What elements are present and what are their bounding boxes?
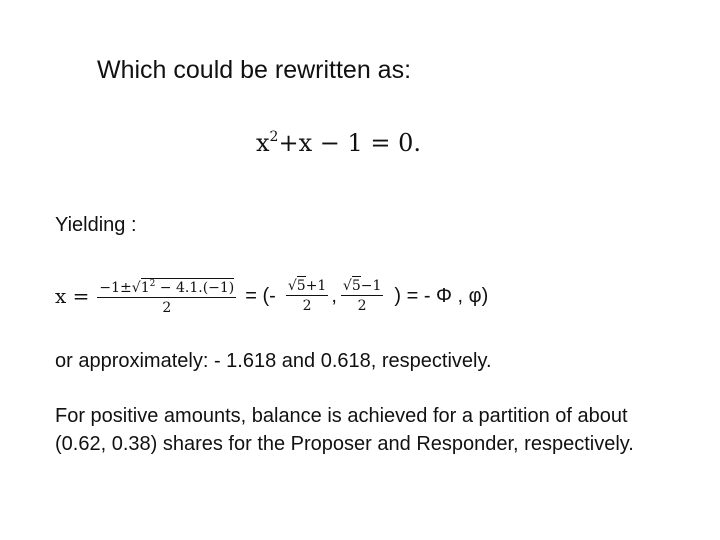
- sqrt-sign-icon: √: [342, 277, 352, 294]
- conclusion-line-1: For positive amounts, balance is achieved for a partition of about: [55, 405, 628, 427]
- formula-equals-open: = (-: [245, 284, 276, 307]
- eq-variable: x: [256, 129, 270, 157]
- fraction-one-numerator: [286, 277, 328, 296]
- formula-comma: ,: [331, 284, 337, 307]
- sqrt-sign-icon: √: [287, 277, 297, 294]
- sqrt-sign-icon: √: [131, 279, 141, 296]
- yielding-label: Yielding :: [55, 214, 137, 236]
- approximation-text: or approximately: - 1.618 and 0.618, respectively.: [55, 350, 492, 372]
- fraction-two-numerator: [341, 277, 383, 296]
- conclusion-paragraph: [55, 402, 695, 458]
- quadratic-numerator: [97, 275, 236, 298]
- fraction-two: [341, 277, 383, 316]
- conclusion-line-2: (0.62, 0.38) shares for the Proposer and Responder, respectively.: [55, 433, 634, 455]
- formula-lhs: x =: [55, 284, 90, 308]
- fraction-one-denominator: 2: [302, 297, 312, 314]
- slide-heading: Which could be rewritten as:: [97, 56, 412, 84]
- eq-remainder: +x − 1 = 0.: [278, 129, 422, 157]
- quadratic-fraction: [97, 275, 236, 318]
- fraction-one: [286, 277, 328, 316]
- fraction-two-denominator: 2: [357, 297, 367, 314]
- formula-result: ) = - Φ , φ): [394, 284, 489, 307]
- solution-formula: [55, 270, 488, 322]
- quadratic-num-prefix: −1±: [99, 279, 132, 296]
- fraction-two-rest: −1: [360, 277, 382, 294]
- radicand-base: 1: [140, 279, 150, 296]
- quadratic-equation: [256, 121, 421, 159]
- fraction-one-radicand: 5: [296, 277, 306, 294]
- quadratic-radicand: [141, 278, 235, 296]
- fraction-one-rest: +1: [305, 277, 327, 294]
- radicand-exponent: 2: [149, 278, 156, 289]
- eq-exponent: 2: [269, 129, 279, 145]
- quadratic-denominator: 2: [162, 299, 172, 316]
- radicand-rest: − 4.1.(−1): [155, 279, 235, 296]
- fraction-two-radicand: 5: [351, 277, 361, 294]
